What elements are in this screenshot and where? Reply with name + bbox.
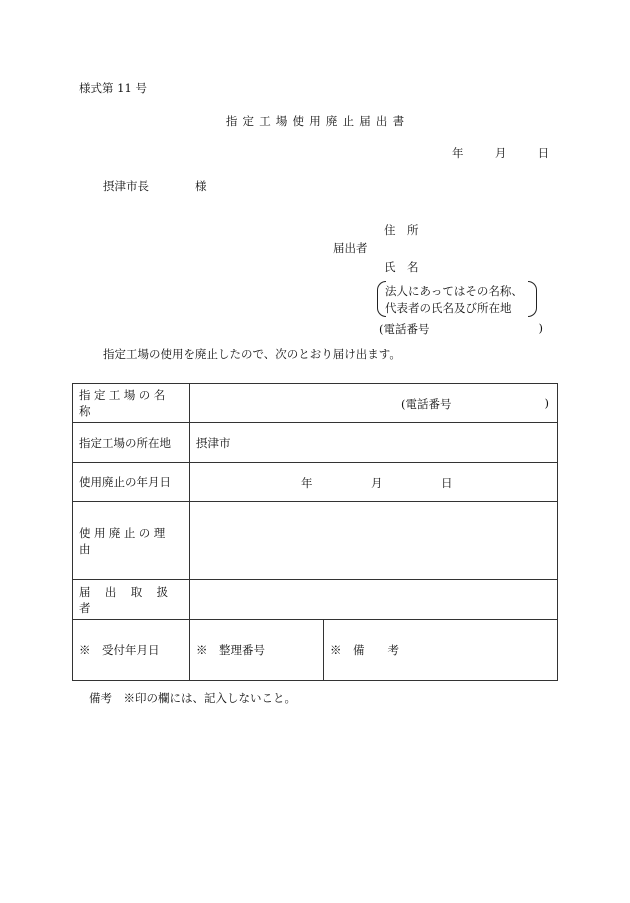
applicant-label: 届出者 xyxy=(333,241,368,255)
document-title: 指定工場使用廃止届出書 xyxy=(225,114,410,128)
discontinue-reason-label: 使用廃止の理由 xyxy=(73,502,190,580)
table-row xyxy=(73,384,558,423)
discontinue-reason-field[interactable] xyxy=(190,502,558,580)
table-row xyxy=(73,620,558,681)
discontinue-month-label: 月 xyxy=(371,476,383,490)
handler-label: 届出取扱者 xyxy=(73,580,190,620)
addressee xyxy=(103,178,207,194)
statement: 指定工場の使用を廃止したので、次のとおり届け出ます。 xyxy=(103,347,401,361)
applicant-name-label: 氏 名 xyxy=(384,260,419,274)
received-date-label: ※ 受付年月日 xyxy=(79,643,160,657)
handler-field[interactable] xyxy=(190,580,558,620)
factory-phone-close: ) xyxy=(544,396,549,410)
received-date-cell xyxy=(73,620,190,681)
factory-location-value: 摂津市 xyxy=(196,435,231,450)
factory-location-label: 指定工場の所在地 xyxy=(73,423,190,463)
table-row xyxy=(73,580,558,620)
table-row xyxy=(73,502,558,580)
remarks-label: ※ 備 考 xyxy=(330,643,399,657)
table-row xyxy=(73,463,558,502)
factory-name-label: 指定工場の名称 xyxy=(73,384,190,423)
applicant-phone-label: (電話番号 xyxy=(379,322,430,336)
factory-location-field[interactable] xyxy=(190,423,558,463)
applicant-phone xyxy=(379,321,543,337)
addressee-honorific: 様 xyxy=(195,179,207,193)
reference-number-cell xyxy=(190,620,324,681)
notification-form-table xyxy=(72,383,558,681)
applicant-address-label: 住 所 xyxy=(384,223,419,237)
table-row xyxy=(73,423,558,463)
right-bracket xyxy=(528,281,537,317)
discontinue-date-label: 使用廃止の年月日 xyxy=(73,463,190,502)
form-number: 様式第 11 号 xyxy=(79,81,147,95)
remarks-cell xyxy=(324,620,558,681)
corporate-note-line1: 法人にあってはその名称、 xyxy=(385,284,523,298)
corporate-note xyxy=(377,281,537,317)
factory-phone-label: (電話番号 xyxy=(401,397,452,411)
date-day-label: 日 xyxy=(537,146,550,160)
addressee-name: 摂津市長 xyxy=(103,179,149,193)
factory-name-field[interactable] xyxy=(190,384,558,423)
discontinue-year-label: 年 xyxy=(301,476,313,490)
footnote: 備考 ※印の欄には、記入しないこと。 xyxy=(89,691,296,705)
date-month-label: 月 xyxy=(494,146,507,160)
applicant-phone-close: ) xyxy=(538,321,543,335)
submission-date xyxy=(452,145,549,161)
corporate-note-line2: 代表者の氏名及び所在地 xyxy=(385,301,512,315)
date-year-label: 年 xyxy=(452,146,464,160)
discontinue-day-label: 日 xyxy=(441,476,453,490)
reference-number-label: ※ 整理番号 xyxy=(196,643,265,657)
discontinue-date-field[interactable] xyxy=(190,463,558,502)
